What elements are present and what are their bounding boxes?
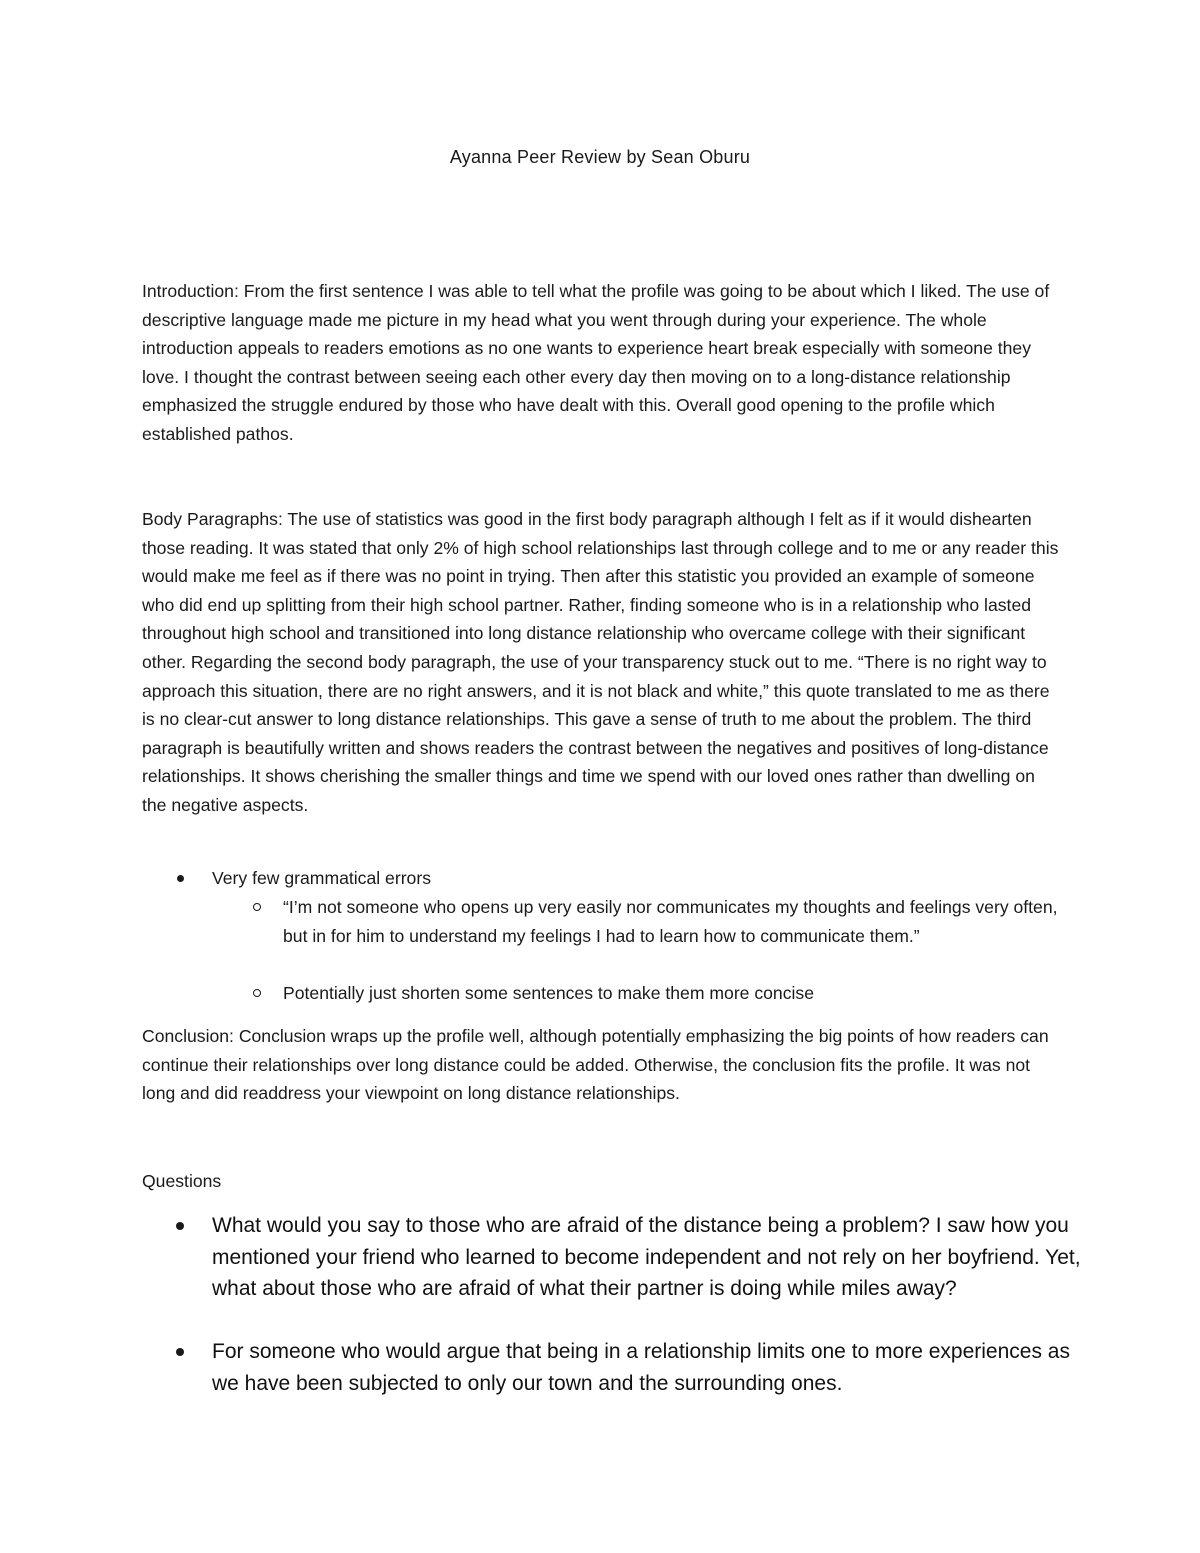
- bullet-icon: [173, 1219, 187, 1233]
- question-text-1: What would you say to those who are afraid of the distance being a problem? I saw how you mentioned your friend who learned to become independent and not rely on her boyfriend. Yet, what about those who are afraid of what their partner is doing while miles away?: [212, 1214, 1081, 1300]
- conclusion-paragraph: Conclusion: Conclusion wraps up the profile well, although potentially emphasizing the big points of how readers can continue their relationships over long distance could be added. Otherwise, the conclusion fits the profile. It was not long and did readdress your viewpoint on long distance relationships.: [142, 1026, 1049, 1104]
- bullet-icon: [173, 1345, 187, 1359]
- questions-heading: Questions: [142, 1171, 222, 1191]
- hollow-bullet-icon: [250, 900, 264, 914]
- hollow-bullet-icon: [250, 986, 264, 1000]
- body-paragraphs-paragraph: Body Paragraphs: The use of statistics was good in the first body paragraph although I felt as if it would dishearten those reading. It was stated that only 2% of high school relationships last through college and to me or any reader this would make me feel as if there was no point in trying. Then after this statistic you provided an example of someone who did end up splitting from their high school partner. Rather, finding someone who is in a relationship who lasted throughout high school and transitioned into long distance relationship who overcame college with their significant other. Regarding the second body paragraph, the use of your transparency stuck out to me. “There is no right way to approach this situation, there are no right answers, and it is not black and white,” this quote translated to me as there is no clear-cut answer to long distance relationships. This gave a sense of truth to me about the problem. The third paragraph is beautifully written and shows readers the contrast between the negatives and positives of long-distance relationships. It shows cherishing the smaller things and time we spend with our loved ones rather than dwelling on the negative aspects.: [142, 509, 1059, 815]
- bullet-icon: [173, 871, 187, 885]
- sub-bullet-text-shorten: Potentially just shorten some sentences to make them more concise: [283, 983, 814, 1003]
- question-text-2: For someone who would argue that being in a relationship limits one to more experiences as we have been subjected to only our town and the surrounding ones.: [212, 1340, 1070, 1395]
- introduction-paragraph: Introduction: From the first sentence I was able to tell what the profile was going to be about which I liked. The use of descriptive language made me picture in my head what you went through during your experience. The whole introduction appeals to readers emotions as no one wants to experience heart break especially with someone they love. I thought the contrast between seeing each other every day then moving on to a long-distance relationship emphasized the struggle endured by those who have dealt with this. Overall good opening to the profile which established pathos.: [142, 281, 1050, 444]
- bullet-text-grammar: Very few grammatical errors: [212, 868, 432, 888]
- sub-bullet-text-quote: “I’m not someone who opens up very easily nor communicates my thoughts and feelings very often, but in for him to understand my feelings I had to learn how to communicate them.”: [283, 897, 1058, 946]
- document-title: Ayanna Peer Review by Sean Oburu: [449, 147, 751, 167]
